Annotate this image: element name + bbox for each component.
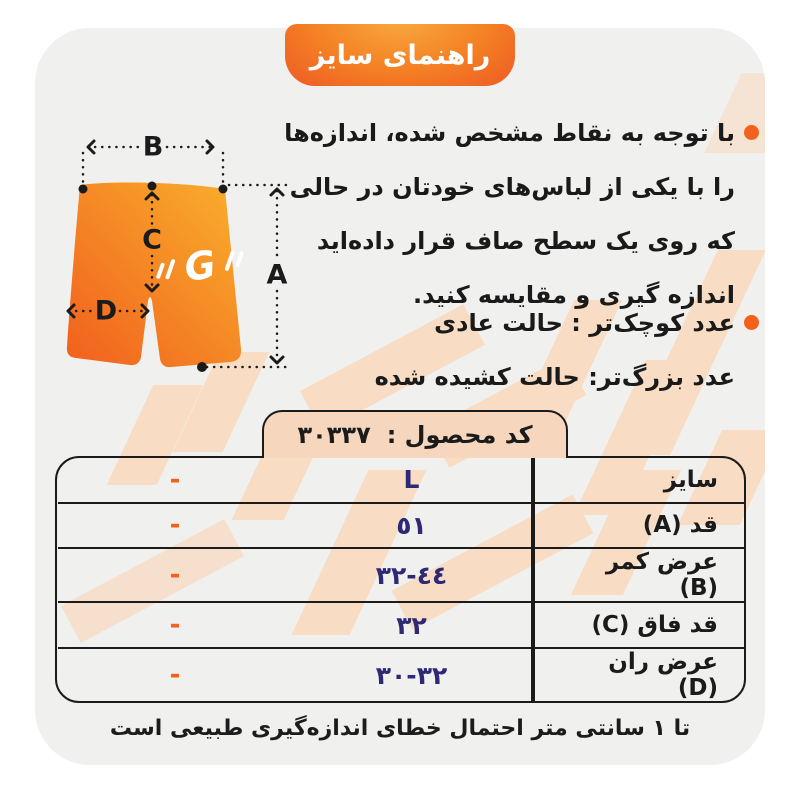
size-guide-card: [35, 28, 765, 765]
instruction-bullet-2: [375, 296, 735, 404]
page-title: راهنمای سایز: [285, 24, 515, 86]
row-rise-dash: -: [58, 603, 292, 649]
svg-text:G: G: [181, 241, 220, 291]
measurement-tolerance-note: تا ۱ سانتی متر احتمال خطای اندازه‌گیری طبیعی است: [109, 716, 691, 741]
label-c: C: [142, 224, 162, 256]
product-code-value: ٣٠٣٣٧: [297, 421, 371, 449]
row-waist-label: عرض کمر (B): [533, 549, 744, 603]
row-length-dash: -: [58, 504, 292, 550]
size-table: [55, 456, 746, 703]
instruction-line: عدد کوچک‌تر : حالت عادی: [434, 309, 735, 337]
row-waist-value: ٤٤-٣٢: [292, 549, 533, 603]
bullet-icon: [744, 315, 759, 330]
row-rise-value: ٣٢: [292, 603, 533, 649]
bullet-icon: [744, 125, 759, 140]
row-size-value: L: [292, 458, 533, 504]
row-size-dash: -: [58, 458, 292, 504]
row-rise-label: قد فاق (C): [533, 603, 744, 649]
row-size-label: سایز: [533, 458, 744, 504]
row-length-value: ٥١: [292, 504, 533, 550]
row-length-label: قد (A): [533, 504, 744, 550]
instruction-bullet-1: [284, 106, 735, 322]
instruction-line: با توجه به نقاط مشخص شده، اندازه‌ها: [284, 119, 735, 147]
product-code-label: کد محصول :: [386, 421, 533, 449]
label-b: B: [142, 131, 164, 163]
row-thigh-dash: -: [169, 660, 181, 690]
product-code-box: [262, 410, 568, 458]
instruction-line: را با یکی از لباس‌های خودتان در حالی: [289, 173, 735, 201]
instruction-line: عدد بزرگ‌تر: حالت کشیده شده: [374, 363, 735, 391]
label-d: D: [94, 295, 118, 327]
row-waist-dash: -: [58, 549, 292, 603]
label-a: A: [266, 259, 288, 291]
row-thigh-label: عرض ران (D): [533, 649, 744, 701]
instruction-line: اندازه گیری و مقایسه کنید.: [413, 281, 735, 309]
instruction-line: که روی یک سطح صاف قرار داده‌اید: [316, 227, 735, 255]
row-thigh-value: ٣٢-٣٠: [292, 649, 533, 701]
